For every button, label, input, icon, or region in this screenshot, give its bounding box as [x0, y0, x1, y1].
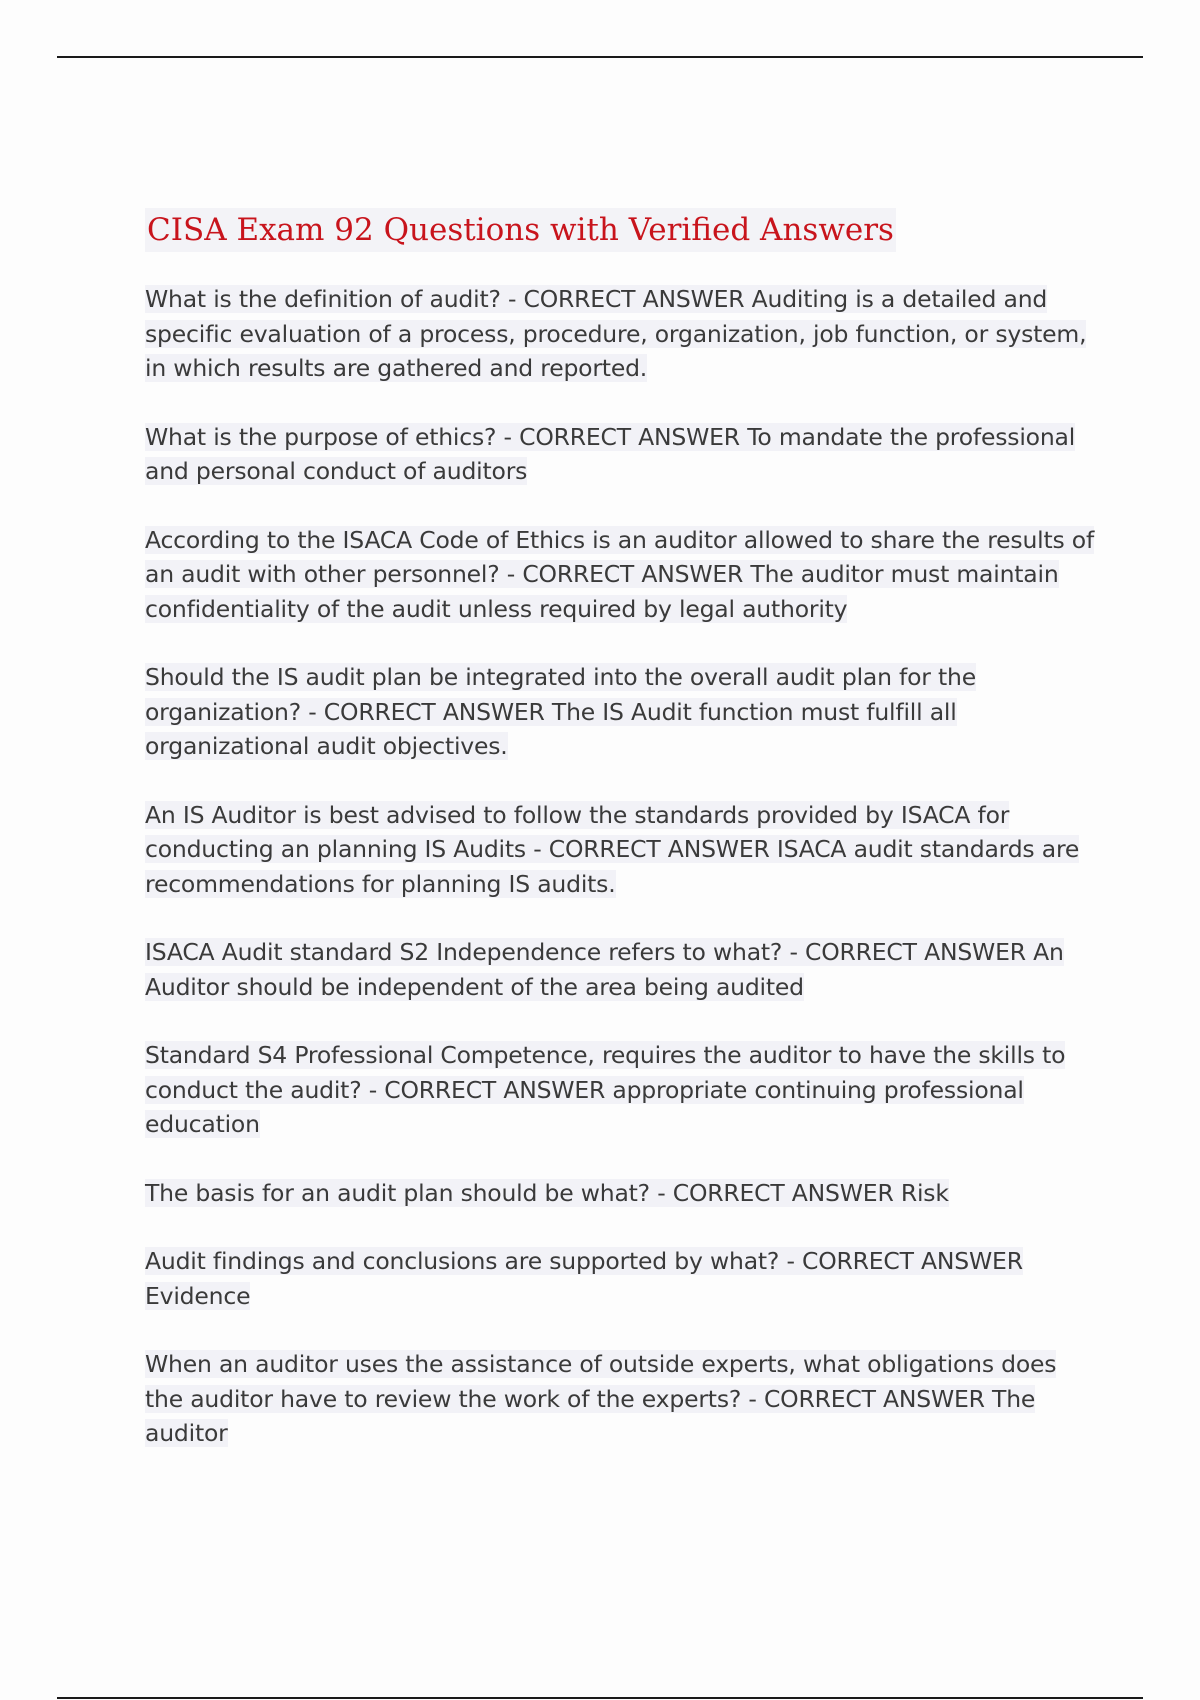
- qa-item-1: [145, 282, 1095, 386]
- qa-text: Standard S4 Professional Competence, requires the auditor to have the skills to conduct the audit? - CORRECT ANSWER appropriate continuing professional education: [145, 1041, 1066, 1138]
- qa-text: What is the definition of audit? - CORRECT ANSWER Auditing is a detailed and specific evaluation of a process, procedure, organization, job function, or system, in which results are gathered and reported.: [145, 285, 1087, 382]
- footer-rule: [57, 1697, 1143, 1699]
- qa-item-4: [145, 660, 1095, 764]
- qa-item-9: [145, 1244, 1095, 1313]
- qa-item-5: [145, 798, 1095, 902]
- qa-item-8: [145, 1176, 1095, 1211]
- qa-text: According to the ISACA Code of Ethics is an auditor allowed to share the results of an audit with other personnel? - CORRECT ANSWER The auditor must maintain confidentiality of the audit unless required by legal authority: [145, 525, 1095, 623]
- qa-item-6: [145, 935, 1095, 1004]
- qa-text: ISACA Audit standard S2 Independence refers to what? - CORRECT ANSWER An Auditor should be independent of the area being audited: [145, 938, 1064, 1001]
- qa-item-7: [145, 1038, 1095, 1142]
- qa-item-10: [145, 1347, 1095, 1451]
- qa-text: An IS Auditor is best advised to follow the standards provided by ISACA for conducting an planning IS Audits - CORRECT ANSWER ISACA audit standards are recommendations for planning IS audits.: [145, 800, 1080, 898]
- document-title: CISA Exam 92 Questions with Verified Answers: [145, 208, 896, 252]
- qa-text: The basis for an audit plan should be what? - CORRECT ANSWER Risk: [145, 1178, 949, 1207]
- qa-item-2: [145, 420, 1095, 489]
- qa-item-3: [145, 523, 1095, 627]
- document-body: [145, 208, 1095, 1485]
- qa-text: Should the IS audit plan be integrated into the overall audit plan for the organization? - CORRECT ANSWER The IS Audit function must fulfill all organizational audit objectives.: [145, 663, 977, 760]
- qa-text: Audit findings and conclusions are supported by what? - CORRECT ANSWER Evidence: [145, 1247, 1023, 1310]
- qa-text: What is the purpose of ethics? - CORRECT ANSWER To mandate the professional and personal conduct of auditors: [145, 422, 1076, 485]
- header-rule: [57, 56, 1143, 58]
- qa-text: When an auditor uses the assistance of outside experts, what obligations does the auditor have to review the work of the experts? - CORRECT ANSWER The auditor: [145, 1350, 1057, 1447]
